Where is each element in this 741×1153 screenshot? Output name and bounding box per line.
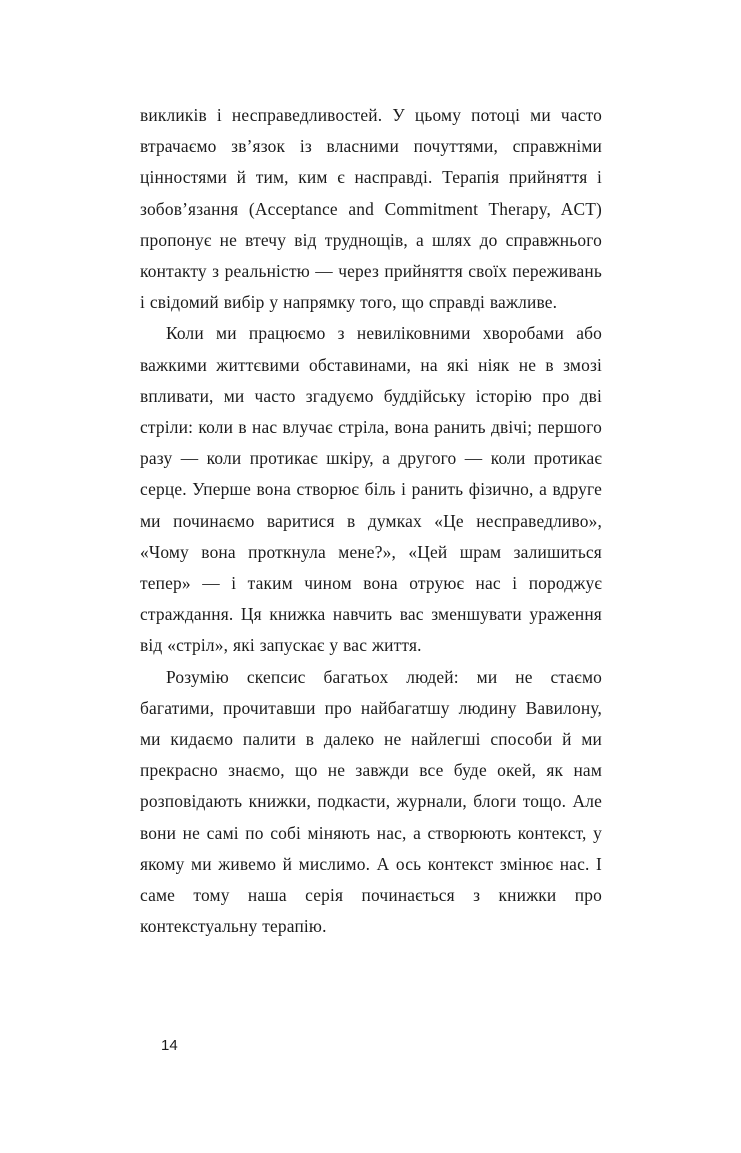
body-text — [140, 100, 602, 942]
paragraph: Розумію скепсис багатьох людей: ми не стаємо багатими, прочитавши про найбагатшу людину Вавилону, ми кидаємо палити в далеко не найлегші способи й ми прекрасно знаємо, що не завжди все буде окей, як нам розповідають книжки, подкасти, журнали, блоги тощо. Але вони не самі по собі міняють нас, а створюють контекст, у якому ми живемо й мислимо. А ось контекст змінює нас. І саме тому наша серія починається з книжки про контекстуальну терапію. — [140, 666, 602, 937]
page-number: 14 — [161, 1037, 178, 1054]
paragraph: Коли ми працюємо з невиліковними хворобами або важкими життєвими обставинами, на які ніяк не в змозі впливати, ми часто згадуємо буддійську історію про дві стріли: коли в нас влучає стріла, вона ранить двічі; першого разу — коли протикає шкіру, а другого — коли протикає серце. Уперше вона створює біль і ранить фізично, а вдруге ми починаємо варитися в думках «Це несправедливо», «Чому вона проткнула мене?», «Цей шрам залишиться тепер» — і таким чином вона отруює нас і породжує страждання. Ця книжка навчить вас зменшувати ураження від «стріл», які запускає у вас життя. — [140, 323, 602, 656]
paragraph: викликів і несправедливостей. У цьому потоці ми часто втрачаємо зв’язок із власними почуттями, справжніми цінностями й тим, ким є насправді. Терапія прийняття і зобов’язання (Acceptance and Commitment Therapy, ACT) пропонує не втечу від труднощів, а шлях до справжнього контакту з реальністю — через прийняття своїх переживань і свідомий вибір у напрямку того, що справді важливе. — [140, 105, 602, 313]
